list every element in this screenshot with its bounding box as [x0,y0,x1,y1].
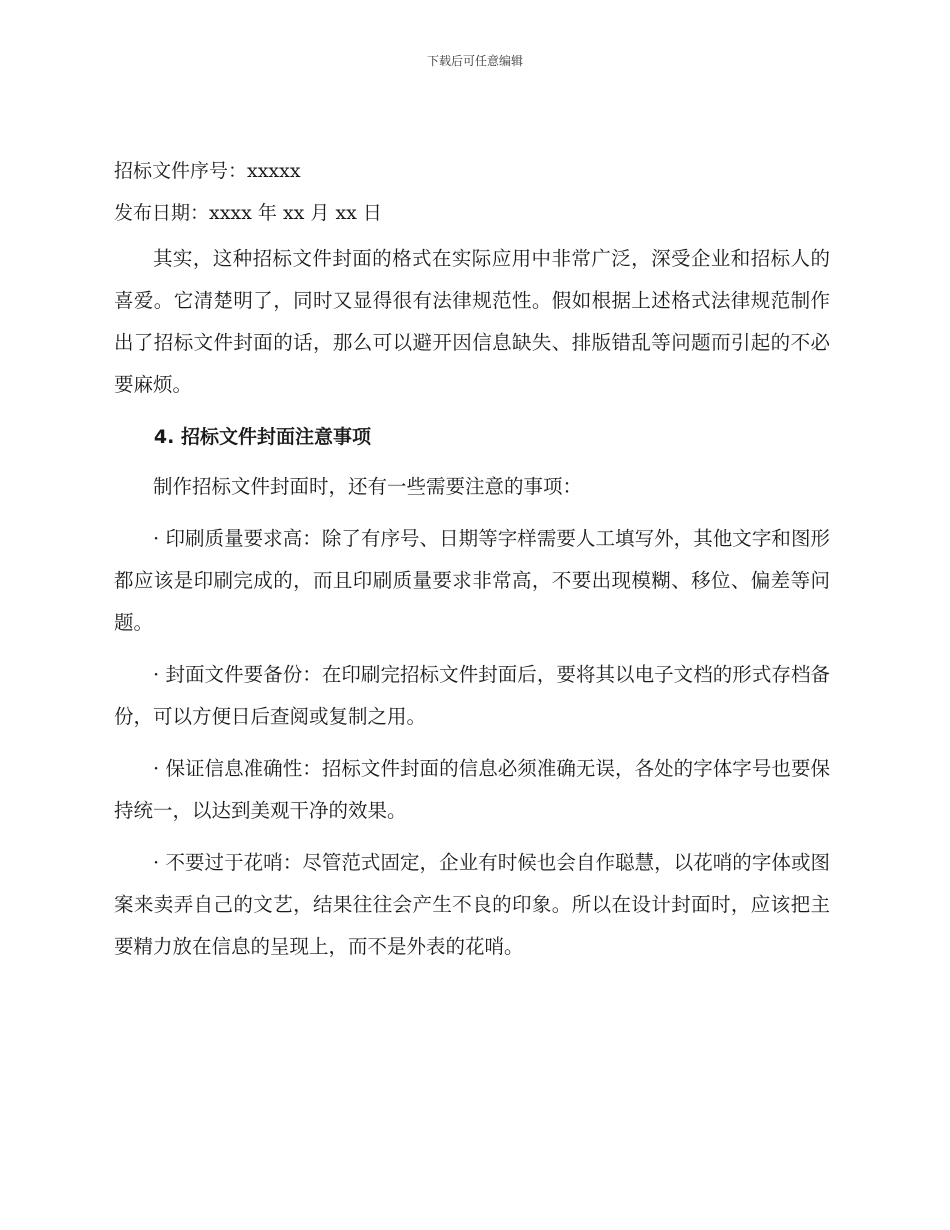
tender-serial-line: 招标文件序号：xxxxx [114,160,301,182]
page-header-note: 下载后可任意编辑 [426,54,523,68]
bullet-item-not-fancy: · 不要过于花哨：尽管范式固定，企业有时候也会自作聪慧，以花哨的字体或图案来卖弄自己的文艺，结果往往会产生不良的印象。所以在设计封面时，应该把主要精力放在信息的呈现上，而不是外表的花哨。 [114,851,830,958]
bullet-item-backup: · 封面文件要备份：在印刷完招标文件封面后，要将其以电子文档的形式存档备份，可以方便日后查阅或复制之用。 [114,663,830,728]
section-heading: 4. 招标文件封面注意事项 [153,426,371,448]
intro-paragraph: 其实，这种招标文件封面的格式在实际应用中非常广泛，深受企业和招标人的喜爱。它清楚明了，同时又显得很有法律规范性。假如根据上述格式法律规范制作出了招标文件封面的话，那么可以避开因信息缺失、排版错乱等问题而引起的不必要麻烦。 [114,247,830,396]
section-lead-paragraph: 制作招标文件封面时，还有一些需要注意的事项： [153,475,583,498]
document-body [114,150,830,968]
publish-date-line: 发布日期：xxxx 年 xx 月 xx 日 [114,202,382,224]
bullet-item-print-quality: · 印刷质量要求高：除了有序号、日期等字样需要人工填写外，其他文字和图形都应该是印刷完成的，而且印刷质量要求非常高，不要出现模糊、移位、偏差等问题。 [114,527,830,634]
bullet-item-accuracy: · 保证信息准确性：招标文件封面的信息必须准确无误，各处的字体字号也要保持统一，以达到美观干净的效果。 [114,757,830,822]
